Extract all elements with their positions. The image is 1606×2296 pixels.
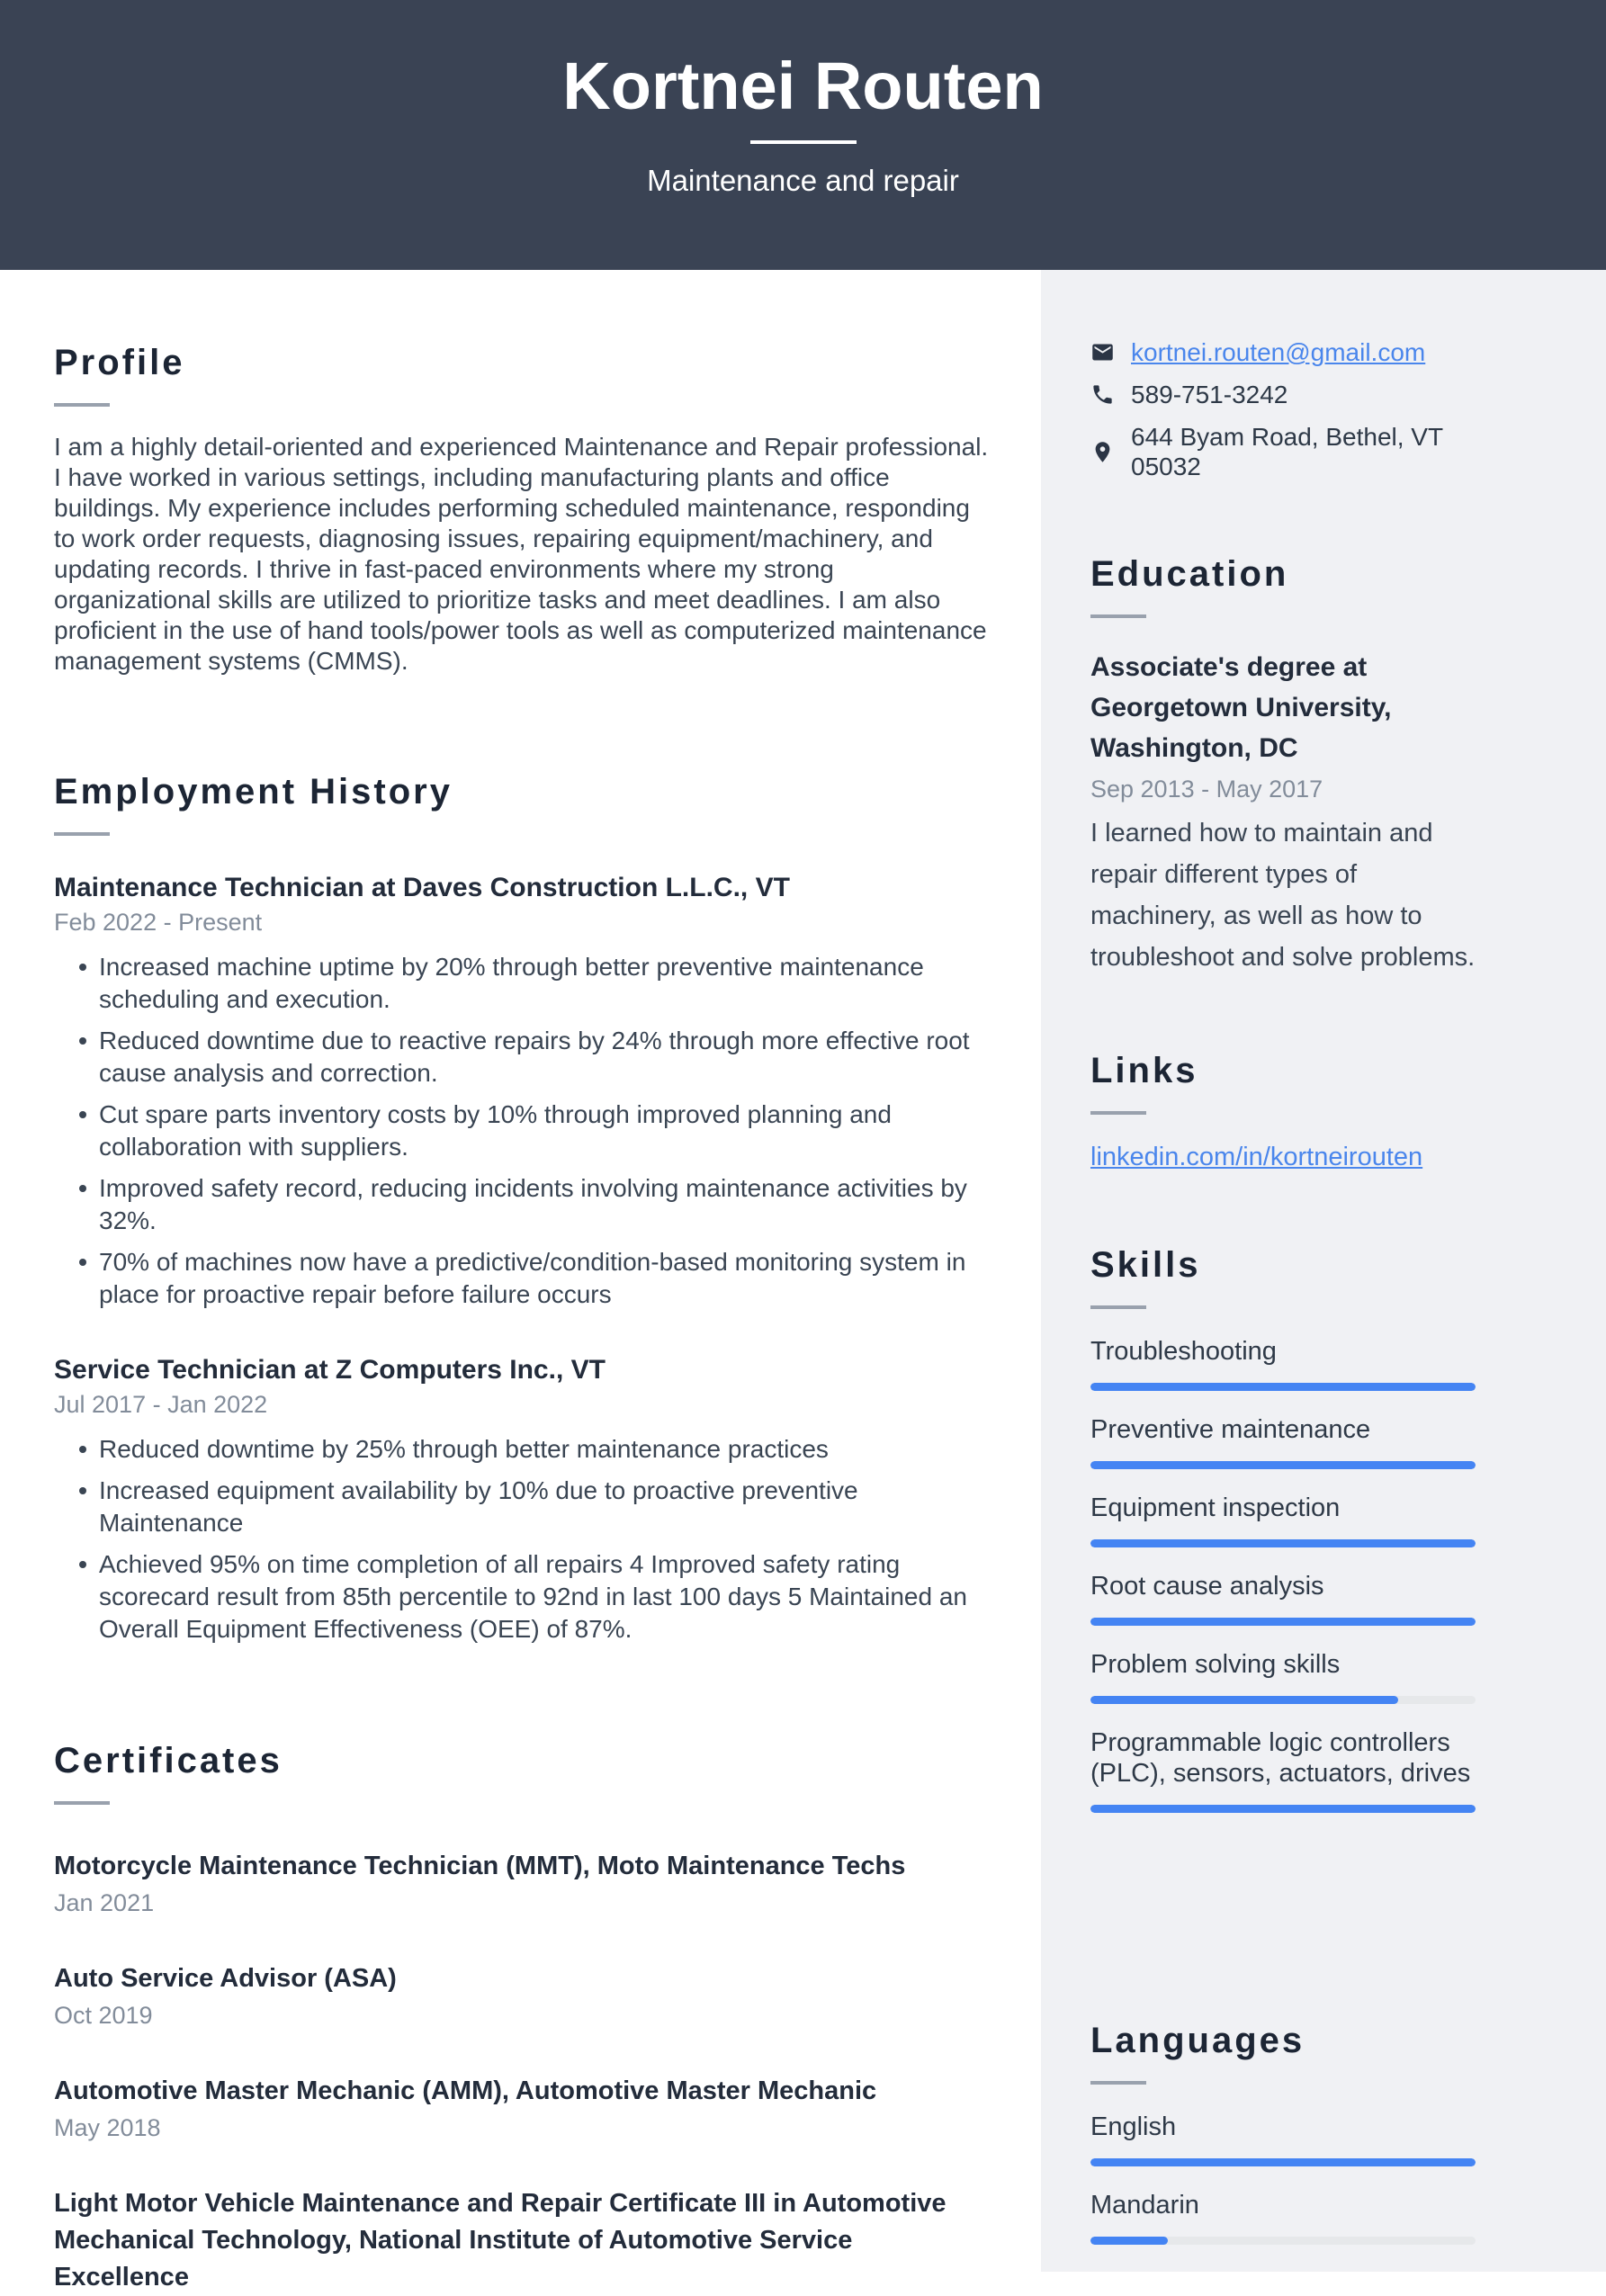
skill-item — [1090, 1649, 1476, 1704]
content-columns — [0, 270, 1606, 2292]
language-bar — [1090, 2237, 1476, 2245]
language-bar — [1090, 2158, 1476, 2166]
profile-text: I am a highly detail-oriented and experienced Maintenance and Repair professional. I have worked in various settings, including manufacturing plants and office buildings. My experience includes performing scheduled maintenance, responding to work order requests, diagnosing issues, repairing equipment/machinery, and updating records. I thrive in fast-paced environments where my strong organizational skills are utilized to prioritize tasks and meet deadlines. I am also proficient in the use of hand tools/power tools as well as computerized maintenance management systems (CMMS). — [54, 433, 989, 675]
contact-block — [1090, 337, 1476, 481]
employment-section — [54, 771, 991, 1646]
certificate-date: May 2018 — [54, 2114, 161, 2141]
job-period: Jul 2017 - Jan 2022 — [54, 1391, 268, 1418]
main-column — [0, 270, 1041, 2292]
page-title: Kortnei Routen — [562, 49, 1044, 123]
profile-heading: Profile — [54, 343, 185, 382]
skill-item — [1090, 1336, 1476, 1391]
job-period: Feb 2022 - Present — [54, 909, 263, 936]
education-description: I learned how to maintain and repair different types of machinery, as well as how to troubleshoot and solve problems. — [1090, 819, 1476, 972]
email-link[interactable]: kortnei.routen@gmail.com — [1131, 338, 1426, 366]
section-rule — [1090, 614, 1146, 618]
language-item — [1090, 2112, 1476, 2166]
skill-item — [1090, 1571, 1476, 1626]
skills-heading: Skills — [1090, 1245, 1201, 1285]
sidebar-column — [1041, 270, 1606, 2272]
section-rule — [54, 832, 110, 836]
education-section — [1090, 553, 1476, 978]
address-text: 644 Byam Road, Bethel, VT 05032 — [1131, 423, 1443, 480]
phone-icon — [1090, 382, 1115, 407]
skill-label: Programmable logic controllers (PLC), sensors, actuators, drives — [1090, 1728, 1471, 1788]
certificate-entry — [54, 1960, 991, 2030]
header — [0, 0, 1606, 270]
language-bar-fill — [1090, 2237, 1168, 2245]
certificate-title: Auto Service Advisor (ASA) — [54, 1964, 397, 1993]
section-rule — [1090, 2081, 1146, 2085]
section-rule — [54, 1801, 110, 1805]
certificate-title: Motorcycle Maintenance Technician (MMT), Moto Maintenance Techs — [54, 1852, 906, 1880]
job-bullet: 70% of machines now have a predictive/condition-based monitoring system in place for proactive repair before failure occurs — [99, 1246, 991, 1311]
skill-bar — [1090, 1539, 1476, 1547]
phone-number: 589-751-3242 — [1131, 381, 1288, 408]
language-label: English — [1090, 2112, 1177, 2141]
job-bullet-list — [54, 1433, 991, 1646]
linkedin-link[interactable]: linkedin.com/in/kortneirouten — [1090, 1143, 1423, 1171]
job-title: Maintenance Technician at Daves Construction L.L.C., VT — [54, 873, 790, 902]
skill-label: Preventive maintenance — [1090, 1415, 1371, 1444]
skill-bar-fill — [1090, 1383, 1476, 1391]
job-title: Service Technician at Z Computers Inc., VT — [54, 1355, 606, 1385]
skill-bar — [1090, 1383, 1476, 1391]
section-rule — [54, 403, 110, 407]
skill-bar-fill — [1090, 1696, 1398, 1704]
skill-item — [1090, 1414, 1476, 1469]
language-bar-fill — [1090, 2158, 1476, 2166]
email-icon — [1090, 340, 1115, 364]
certificates-heading: Certificates — [54, 1741, 283, 1780]
job-bullet: Achieved 95% on time completion of all repairs 4 Improved safety rating scorecard result from 85th percentile to 92nd in last 100 days 5 Maintained an Overall Equipment Effectiveness (OEE) of 87%. — [99, 1548, 991, 1646]
job-bullet: Reduced downtime due to reactive repairs by 24% through more effective root cause analysis and correction. — [99, 1025, 991, 1090]
job-bullet: Reduced downtime by 25% through better maintenance practices — [99, 1433, 991, 1466]
skill-bar — [1090, 1461, 1476, 1469]
contact-address-row — [1090, 422, 1476, 481]
job-bullet: Cut spare parts inventory costs by 10% through improved planning and collaboration with suppliers. — [99, 1099, 991, 1163]
location-pin-icon — [1090, 440, 1115, 464]
profile-section — [54, 342, 991, 677]
links-section — [1090, 1050, 1476, 1172]
certificates-section — [54, 1740, 991, 2296]
certificate-title: Automotive Master Mechanic (AMM), Automotive Master Mechanic — [54, 2076, 877, 2105]
job-bullet: Increased equipment availability by 10% due to proactive preventive Maintenance — [99, 1475, 991, 1539]
education-degree: Associate's degree at Georgetown University, Washington, DC — [1090, 652, 1392, 763]
certificate-entry — [54, 1848, 991, 1917]
skill-label: Problem solving skills — [1090, 1650, 1341, 1679]
skill-bar-fill — [1090, 1461, 1476, 1469]
job-entry — [54, 872, 991, 1311]
name-underline — [750, 140, 857, 144]
education-heading: Education — [1090, 554, 1289, 594]
skill-bar-fill — [1090, 1618, 1476, 1626]
education-period: Sep 2013 - May 2017 — [1090, 776, 1323, 803]
languages-section — [1090, 2020, 1476, 2245]
language-label: Mandarin — [1090, 2191, 1199, 2220]
job-subtitle: Maintenance and repair — [647, 164, 959, 198]
job-entry — [54, 1354, 991, 1646]
employment-heading: Employment History — [54, 772, 453, 812]
languages-heading: Languages — [1090, 2021, 1305, 2060]
job-bullet-list — [54, 951, 991, 1311]
skills-section — [1090, 1244, 1476, 1813]
language-item — [1090, 2190, 1476, 2245]
skill-item — [1090, 1727, 1476, 1813]
certificate-title: Light Motor Vehicle Maintenance and Repair Certificate III in Automotive Mechanical Technology, National Institute of Automotive Service Excellence — [54, 2189, 947, 2292]
skill-bar — [1090, 1618, 1476, 1626]
skill-bar-fill — [1090, 1539, 1476, 1547]
skill-item — [1090, 1493, 1476, 1547]
skill-bar — [1090, 1696, 1476, 1704]
contact-email-row — [1090, 337, 1476, 367]
certificate-entry — [54, 2185, 991, 2296]
section-rule — [1090, 1305, 1146, 1309]
skill-label: Troubleshooting — [1090, 1337, 1277, 1366]
job-bullet: Increased machine uptime by 20% through better preventive maintenance scheduling and execution. — [99, 951, 991, 1016]
contact-phone-row — [1090, 380, 1476, 409]
section-rule — [1090, 1111, 1146, 1115]
job-bullet: Improved safety record, reducing incidents involving maintenance activities by 32%. — [99, 1172, 991, 1237]
skill-label: Root cause analysis — [1090, 1572, 1324, 1601]
certificate-date: Jan 2021 — [54, 1889, 155, 1916]
skill-label: Equipment inspection — [1090, 1493, 1341, 1522]
skill-bar-fill — [1090, 1805, 1476, 1813]
certificate-entry — [54, 2073, 991, 2142]
certificate-date: Oct 2019 — [54, 2002, 153, 2029]
links-heading: Links — [1090, 1051, 1198, 1090]
skill-bar — [1090, 1805, 1476, 1813]
